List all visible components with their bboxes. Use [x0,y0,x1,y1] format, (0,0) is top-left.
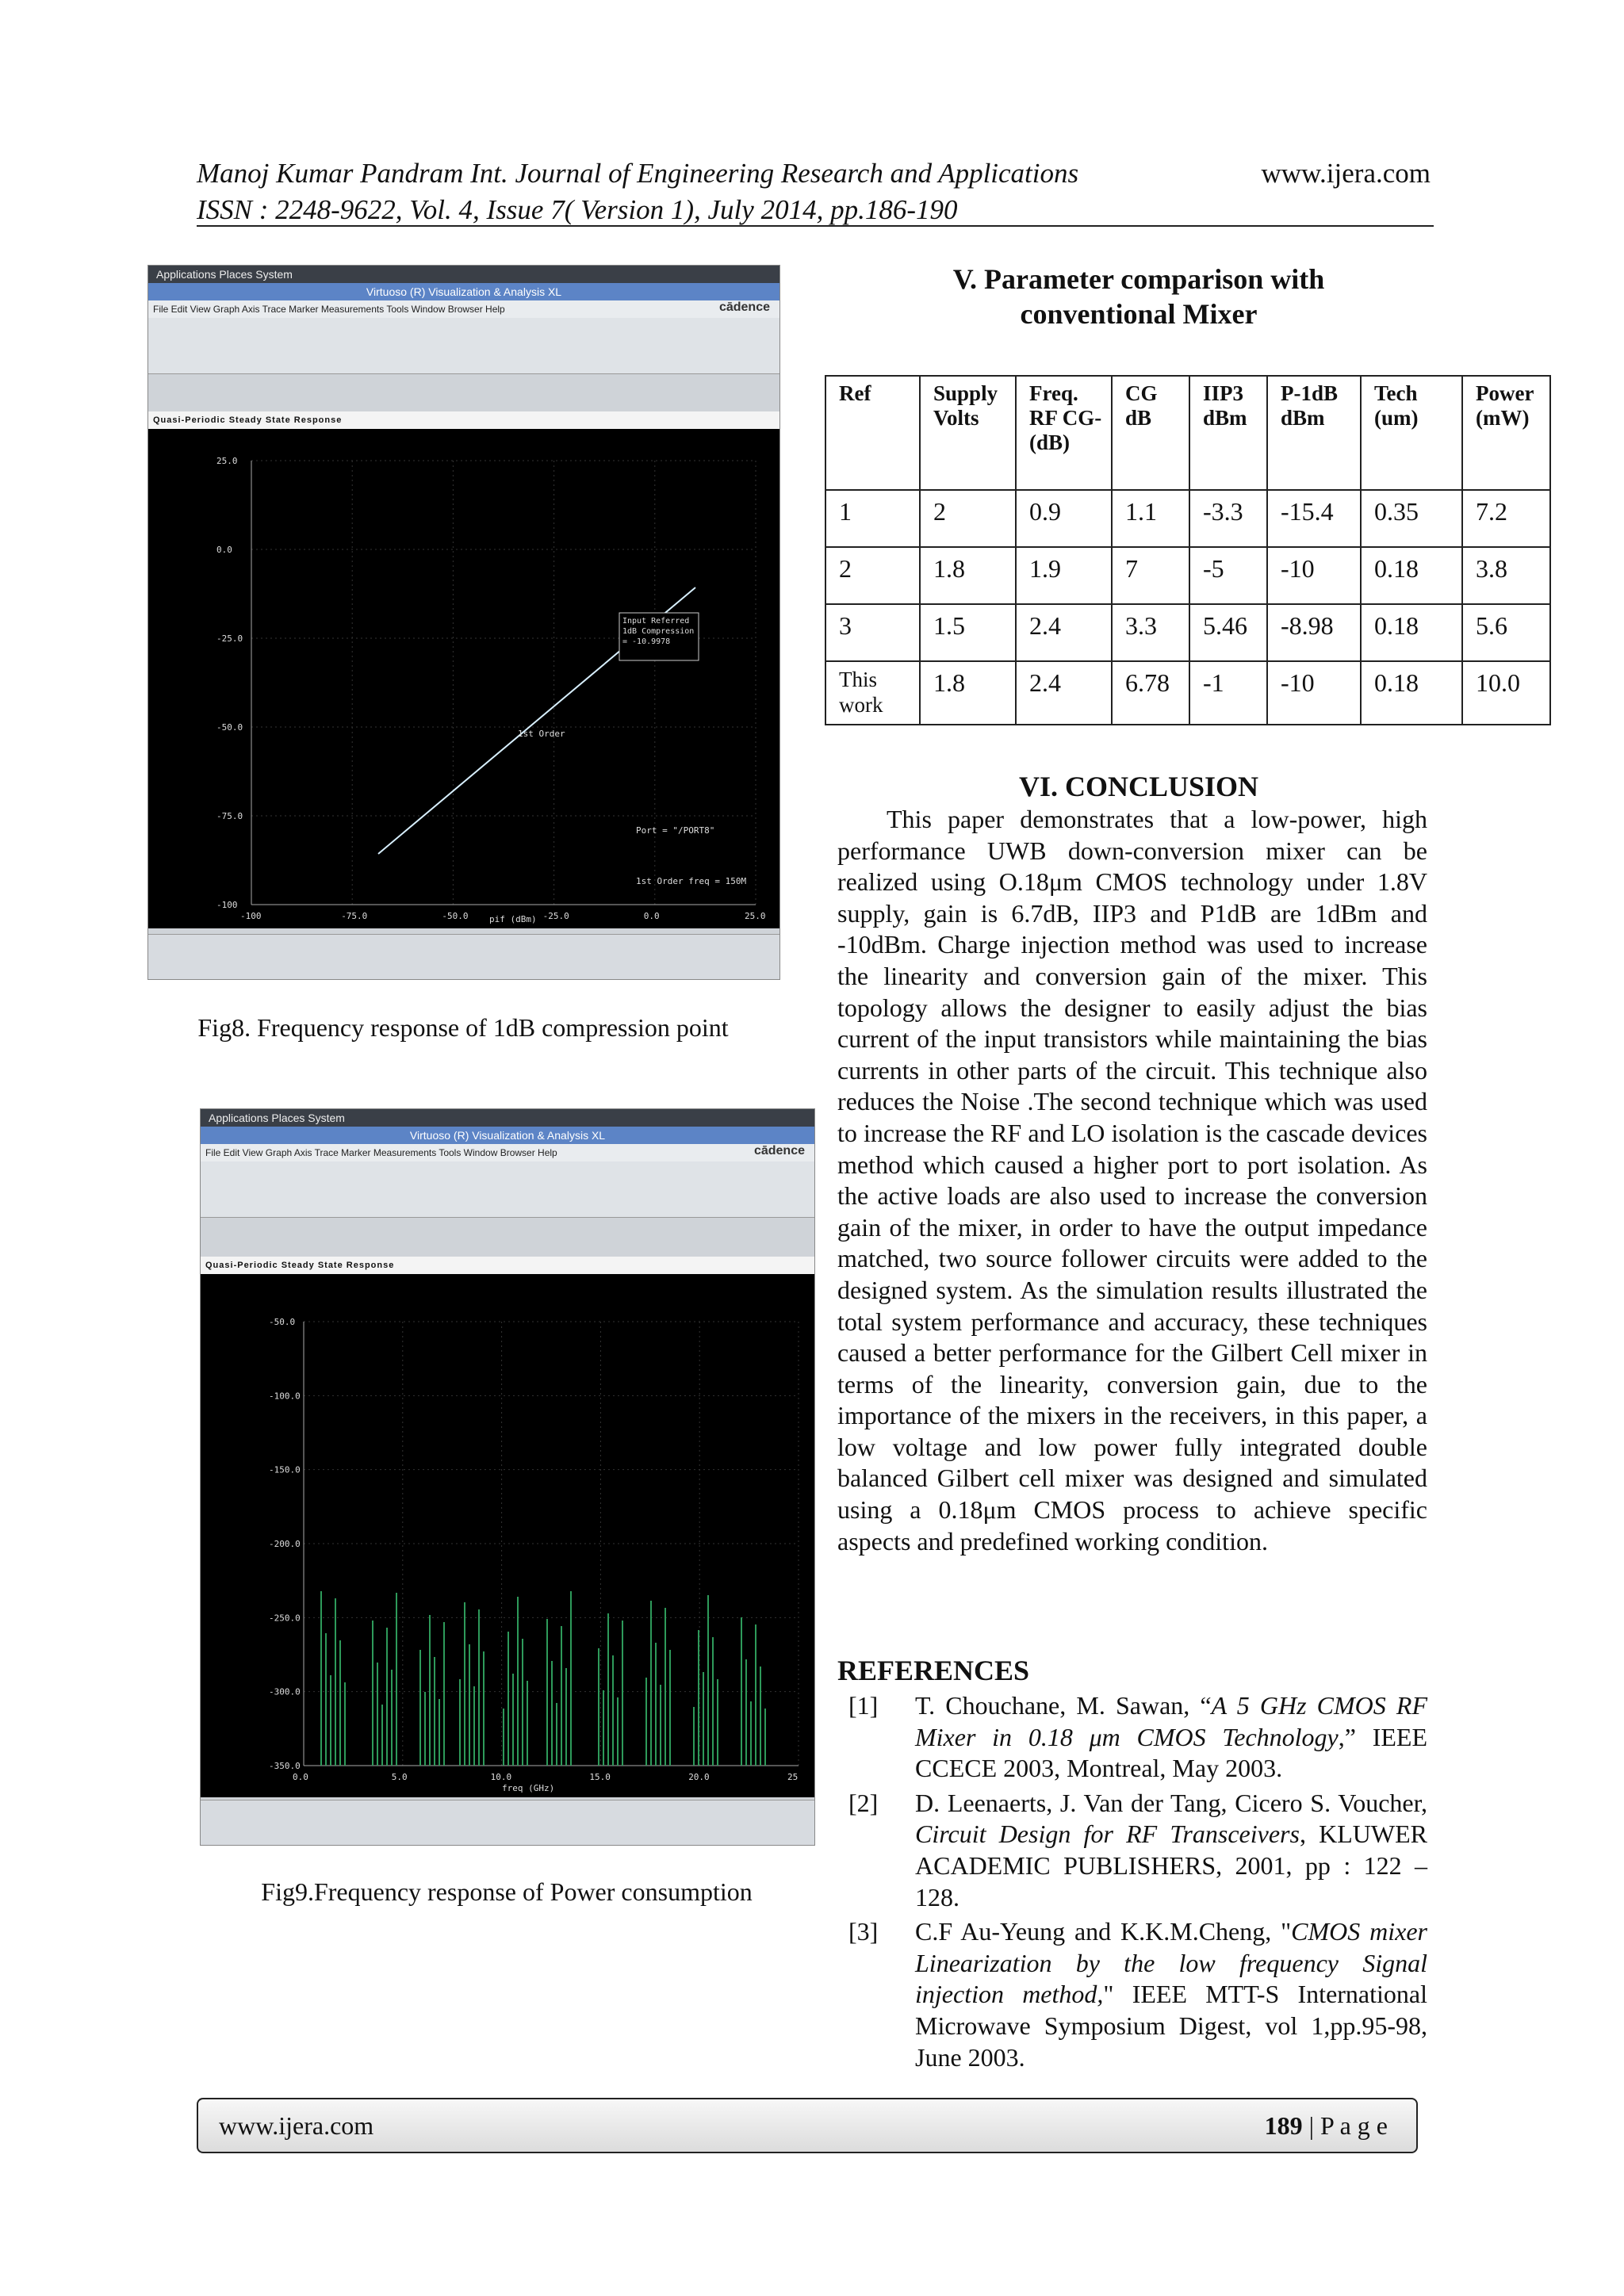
table-cell: -8.98 [1267,604,1361,661]
running-header [197,155,1434,228]
table-cell: 2.4 [1016,604,1112,661]
table-cell: 3.3 [1112,604,1189,661]
table-cell: 7 [1112,547,1189,604]
table-cell: 2 [825,547,920,604]
fig8-xtick-label: -100 [240,911,262,921]
footer-site: www.ijera.com [219,2111,374,2140]
section5-heading [837,262,1440,331]
table-cell: 1.8 [920,547,1016,604]
table-header-cell: Power (mW) [1462,376,1550,490]
fig8-annot-port: Port = "/PORT8" [636,825,715,836]
fig9-plot [201,1274,814,1797]
fig8-ytick-label: -100 [216,900,238,910]
table-header-cell: Tech (um) [1361,376,1462,490]
table-header-cell: Ref [825,376,920,490]
fig8-ytick-label: -75.0 [216,811,243,821]
reference-item: [3] C.F Au-Yeung and K.K.M.Cheng, "CMOS mixer Linearization by the low frequency Signal injection method," IEEE MTT-S International Microwave Symposium Digest, vol 1,pp.95-98, June 2003. [848,1917,1428,2072]
table-row [825,490,1550,547]
table-cell: -5 [1189,547,1267,604]
fig9-ytick-label: -50.0 [269,1317,296,1327]
fig9-ytick-label: -200.0 [269,1539,301,1549]
fig8-xtick-label: -75.0 [341,911,368,921]
conclusion-paragraph [837,804,1427,1557]
table-cell: 1.5 [920,604,1016,661]
header-rule [197,225,1434,227]
table-cell: 1.9 [1016,547,1112,604]
fig8-xtick-label: -25.0 [542,911,569,921]
table-cell: -10 [1267,547,1361,604]
table-cell: 3.8 [1462,547,1550,604]
reference-number: [3] [848,1917,879,1946]
table-header-cell: Supply Volts [920,376,1016,490]
fig9-xtick-label: 20.0 [688,1772,710,1782]
fig8-panel-title: Quasi-Periodic Steady State Response [148,411,779,429]
fig9-xtick-label: 25 [787,1772,799,1782]
table-cell: 6.78 [1112,661,1189,725]
fig9-ytick-label: -350.0 [269,1761,301,1771]
page-footer [197,2098,1418,2153]
fig8-taskbar [148,934,779,979]
fig9-plot-area [201,1274,814,1797]
fig8-cadence-logo: cādence [718,300,770,314]
fig8-annot-compression: Input Referred 1dB Compression = -10.9978 [622,617,695,646]
fig9-xtick-label: 0.0 [293,1772,308,1782]
fig8-titlebar: Virtuoso (R) Visualization & Analysis XL [148,283,779,300]
fig8-annot-freq: 1st Order freq = 150M [636,876,747,886]
header-issn-line: ISSN : 2248-9622, Vol. 4, Issue 7( Version 1), July 2014, pp.186-190 [197,194,958,225]
fig8-plot [148,429,779,928]
fig9-ytick-label: -150.0 [269,1464,301,1475]
fig8-screenshot [147,265,780,980]
table-cell: -1 [1189,661,1267,725]
table-cell: 0.18 [1361,661,1462,725]
fig9-titlebar: Virtuoso (R) Visualization & Analysis XL [201,1127,814,1144]
fig9-xtick-label: 5.0 [391,1772,408,1782]
table-cell: 7.2 [1462,490,1550,547]
fig9-taskbar [201,1800,814,1845]
table-header-cell: P-1dB dBm [1267,376,1361,490]
table-cell: This work [825,661,920,725]
fig8-annot-order: 1st Order [518,729,565,739]
fig9-ytick-label: -100.0 [269,1391,301,1402]
fig8-ytick-label: 0.0 [216,545,232,555]
fig8-ytick-label: -50.0 [216,722,243,733]
table-cell: 2 [920,490,1016,547]
fig9-toolbar [201,1161,814,1218]
fig9-caption: Fig9.Frequency response of Power consumption [261,1877,753,1906]
table-row [825,547,1550,604]
fig9-ytick-label: -250.0 [269,1613,301,1624]
fig8-plot-area [148,429,779,928]
reference-item: [1] T. Chouchane, M. Sawan, “A 5 GHz CMOS RF Mixer in 0.18 μm CMOS Technology,” IEEE CCECE 2003, Montreal, May 2003. [848,1691,1428,1783]
fig9-ytick-label: -300.0 [269,1686,301,1697]
section5-title-line2: conventional Mixer [1020,298,1258,330]
conclusion-heading: VI. CONCLUSION [1018,771,1259,802]
table-cell: 5.46 [1189,604,1267,661]
table-cell: 5.6 [1462,604,1550,661]
reference-item: [2] D. Leenaerts, J. Van der Tang, Cicero S. Voucher, Circuit Design for RF Transceivers, KLUWER ACADEMIC PUBLISHERS, 2001, pp : 122 – 128. [848,1788,1427,1911]
table-header-cell: Freq. RF CG- (dB) [1016,376,1112,490]
references-heading: REFERENCES [837,1655,1030,1686]
fig8-xtick-label: 25.0 [745,911,766,921]
header-journal-line: Manoj Kumar Pandram Int. Journal of Engineering Research and Applications [197,158,1079,189]
table-cell: -10 [1267,661,1361,725]
conclusion-text: This paper demonstrates that a low-power, high performance UWB down-conversion mixer can be realized using O.18μm CMOS technology under 1.8V supply, gain is 6.7dB, IIP3 and P1dB are 1dBm and -10dBm. Charge injection method was used to increase the linearity and conversion gain of the mixer. This topology allows the designer to easily adjust the bias current of the input transistors while maintaining the bias currents in other parts of the circuit. This technique also reduces the Noise .The second technique which was used to increase the RF and LO isolation is the cascade devices method which caused a higher port to port isolation. As the active loads are also used to increase the conversion gain of the mixer, in order to have the output impedance matched, two source follower circuits were added to the designed system. As the simulation results illustrated the total system performance and accuracy, these techniques caused a better performance for the Gilbert Cell mixer in terms of the linearity, conversion gain, due to the importance of the mixers in the receivers, in this paper, a low voltage and low power fully integrated double balanced Gilbert cell mixer was designed and simulated using a 0.18μm CMOS process to achieve specific aspects and predefined working condition. [837,805,1427,1556]
table-cell: 0.9 [1016,490,1112,547]
fig8-ytick-label: -25.0 [216,633,243,644]
header-site: www.ijera.com [1261,158,1431,189]
table-cell: 2.4 [1016,661,1112,725]
table-cell: 10.0 [1462,661,1550,725]
comparison-table [825,375,1551,725]
table-cell: -3.3 [1189,490,1267,547]
fig9-menu: File Edit View Graph Axis Trace Marker Measurements Tools Window Browser Help [201,1144,814,1161]
table-header-cell: IIP3 dBm [1189,376,1267,490]
reference-number: [2] [848,1788,879,1817]
table-cell: 1.8 [920,661,1016,725]
fig8-xlabel: pif (dBm) [489,914,537,924]
table-cell: -15.4 [1267,490,1361,547]
page-label: | P a g e [1302,2111,1388,2140]
fig9-panel-title: Quasi-Periodic Steady State Response [201,1257,814,1274]
footer-page [1265,2099,1388,2152]
fig8-menubar: Applications Places System [148,266,779,283]
fig8-caption: Fig8. Frequency response of 1dB compression point [197,1013,729,1042]
fig8-ytick-label: 25.0 [216,456,238,466]
page-number: 189 [1264,2111,1303,2140]
table-cell: 0.35 [1361,490,1462,547]
fig9-xtick-label: 10.0 [490,1772,512,1782]
table-cell: 0.18 [1361,547,1462,604]
table-row [825,661,1550,725]
fig8-toolbar [148,318,779,374]
fig9-cadence-logo: cādence [753,1144,805,1158]
fig8-xtick-label: -50.0 [442,911,469,921]
table-cell: 3 [825,604,920,661]
fig9-screenshot [200,1108,815,1846]
fig9-xlabel: freq (GHz) [502,1783,555,1793]
table-row [825,604,1550,661]
fig9-xtick-label: 15.0 [589,1772,611,1782]
reference-number: [1] [848,1691,879,1720]
table-cell: 1.1 [1112,490,1189,547]
fig8-xtick-label: 0.0 [643,911,660,921]
section5-title-line1: V. Parameter comparison with [952,263,1325,295]
fig9-menubar: Applications Places System [201,1109,814,1127]
references-list [848,1690,1427,2073]
table-cell: 0.18 [1361,604,1462,661]
table-cell: 1 [825,490,920,547]
table-header-cell: CG dB [1112,376,1189,490]
fig8-menu: File Edit View Graph Axis Trace Marker Measurements Tools Window Browser Help [148,300,779,318]
table-header-row [825,376,1550,490]
